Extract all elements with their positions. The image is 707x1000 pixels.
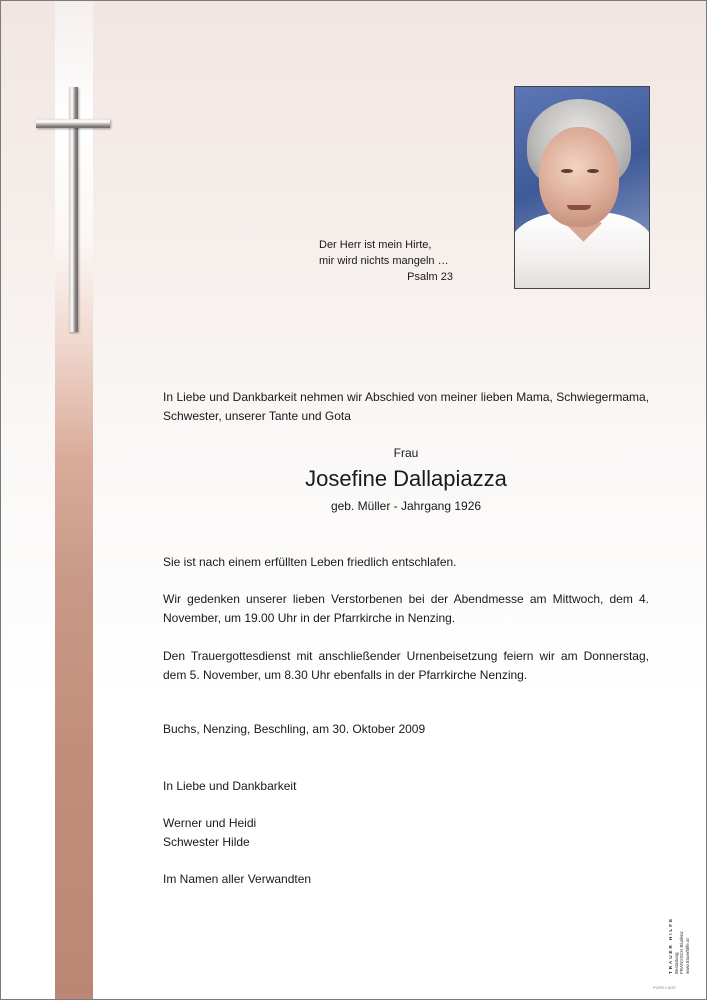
paragraph-funeral-service: Den Trauergottesdienst mit anschließender Urnenbeisetzung feiern wir am Donnerstag, dem 5. November, um 8.30 Uhr ebenfalls in der Pfarrkirche Nenzing.	[163, 649, 649, 682]
funeral-home-logo	[665, 869, 689, 979]
intro-text: In Liebe und Dankbarkeit nehmen wir Abschied von meiner lieben Mama, Schwiegermama, Schwester, unserer Tante und Gota	[163, 390, 649, 423]
footer-mark: PURE LNGF	[653, 985, 676, 990]
quote-line-2: mir wird nichts mangeln …	[319, 255, 449, 267]
logo-line-1: Bestattung	[673, 952, 679, 974]
cross-icon-bar	[36, 119, 110, 128]
place-date: Buchs, Nenzing, Beschling, am 30. Oktober 2009	[163, 722, 426, 736]
logo-brand: TRAUER HILFE	[668, 917, 673, 974]
quote-source: Psalm 23	[407, 271, 453, 283]
closing-line: In Liebe und Dankbarkeit	[163, 779, 297, 793]
signature-line-2: Schwester Hilde	[163, 835, 250, 849]
deceased-name: Josefine Dallapiazza	[305, 466, 507, 491]
psalm-quote	[319, 237, 459, 285]
signature-line-1: Werner und Heidi	[163, 816, 257, 830]
birth-info: geb. Müller - Jahrgang 1926	[330, 499, 482, 513]
salutation: Frau	[393, 446, 419, 460]
quote-line-1: Der Herr ist mein Hirte,	[319, 239, 432, 251]
signature-line-3: Im Namen aller Verwandten	[163, 872, 312, 886]
portrait-photo	[514, 86, 650, 289]
paragraph-peaceful: Sie ist nach einem erfüllten Leben friedlich entschlafen.	[163, 555, 457, 569]
logo-line-3: www.trauerhilfe.at	[684, 938, 690, 974]
logo-line-2: FRANGSCH Bludenz	[679, 931, 684, 974]
paragraph-evening-mass: Wir gedenken unserer lieben Verstorbenen bei der Abendmesse am Mittwoch, dem 4. November, um 19.00 Uhr in der Pfarrkirche in Nenzing.	[163, 592, 649, 625]
